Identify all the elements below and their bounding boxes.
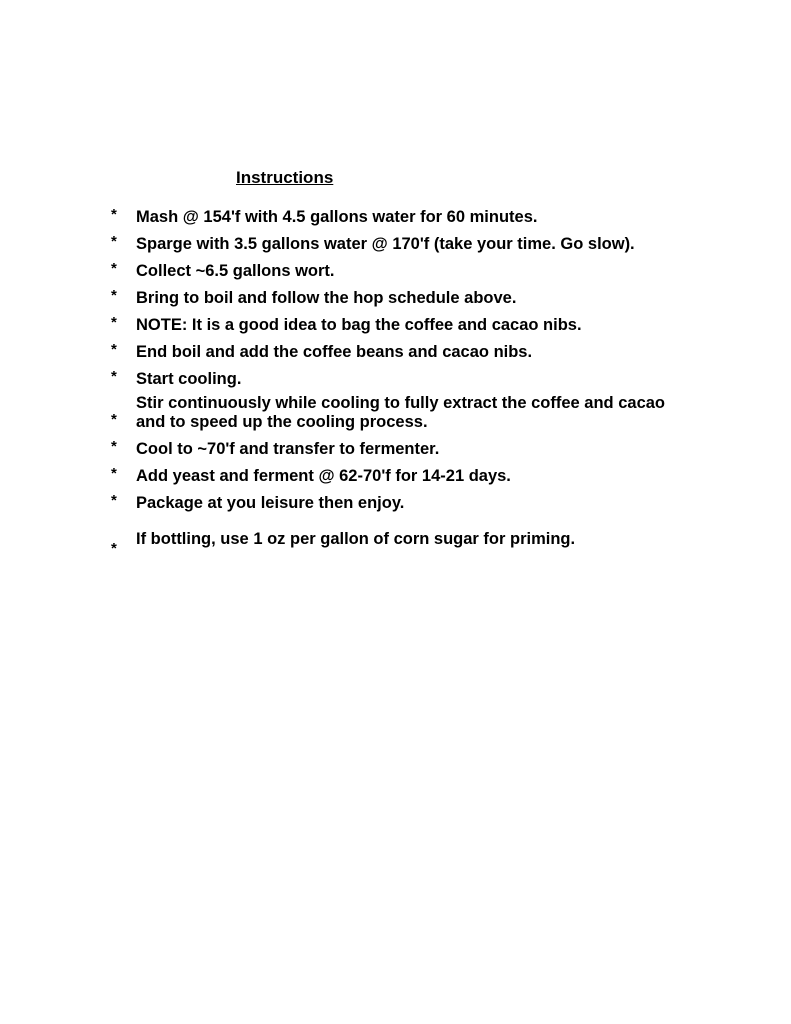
step-text: Add yeast and ferment @ 62-70'f for 14-21 days. <box>136 467 511 485</box>
step-text: Cool to ~70'f and transfer to fermenter. <box>136 440 440 458</box>
bullet-marker: * <box>111 438 117 455</box>
step-text: Bring to boil and follow the hop schedule above. <box>136 289 517 307</box>
step-text: If bottling, use 1 oz per gallon of corn sugar for priming. <box>136 530 576 548</box>
step-text: Collect ~6.5 gallons wort. <box>136 262 335 280</box>
step-text: Stir continuously while cooling to fully extract the coffee and cacao <box>136 394 666 412</box>
bullet-marker: * <box>111 260 117 277</box>
bullet-marker: * <box>111 368 117 385</box>
bullet-marker: * <box>111 314 117 331</box>
step-text: End boil and add the coffee beans and cacao nibs. <box>136 343 533 361</box>
bullet-marker: * <box>111 287 117 304</box>
step-text: NOTE: It is a good idea to bag the coffee and cacao nibs. <box>136 316 582 334</box>
instructions-heading: Instructions <box>236 168 334 187</box>
bullet-marker: * <box>111 465 117 482</box>
bullet-marker: * <box>111 540 117 557</box>
step-text: Mash @ 154'f with 4.5 gallons water for 60 minutes. <box>136 208 538 226</box>
step-text-continued: and to speed up the cooling process. <box>136 413 428 431</box>
bullet-marker: * <box>111 492 117 509</box>
step-text: Package at you leisure then enjoy. <box>136 494 405 512</box>
step-text: Sparge with 3.5 gallons water @ 170'f (take your time. Go slow). <box>136 235 635 253</box>
step-text: Start cooling. <box>136 370 242 388</box>
bullet-marker: * <box>111 233 117 250</box>
bullet-marker: * <box>111 411 117 428</box>
bullet-marker: * <box>111 206 117 223</box>
bullet-marker: * <box>111 341 117 358</box>
